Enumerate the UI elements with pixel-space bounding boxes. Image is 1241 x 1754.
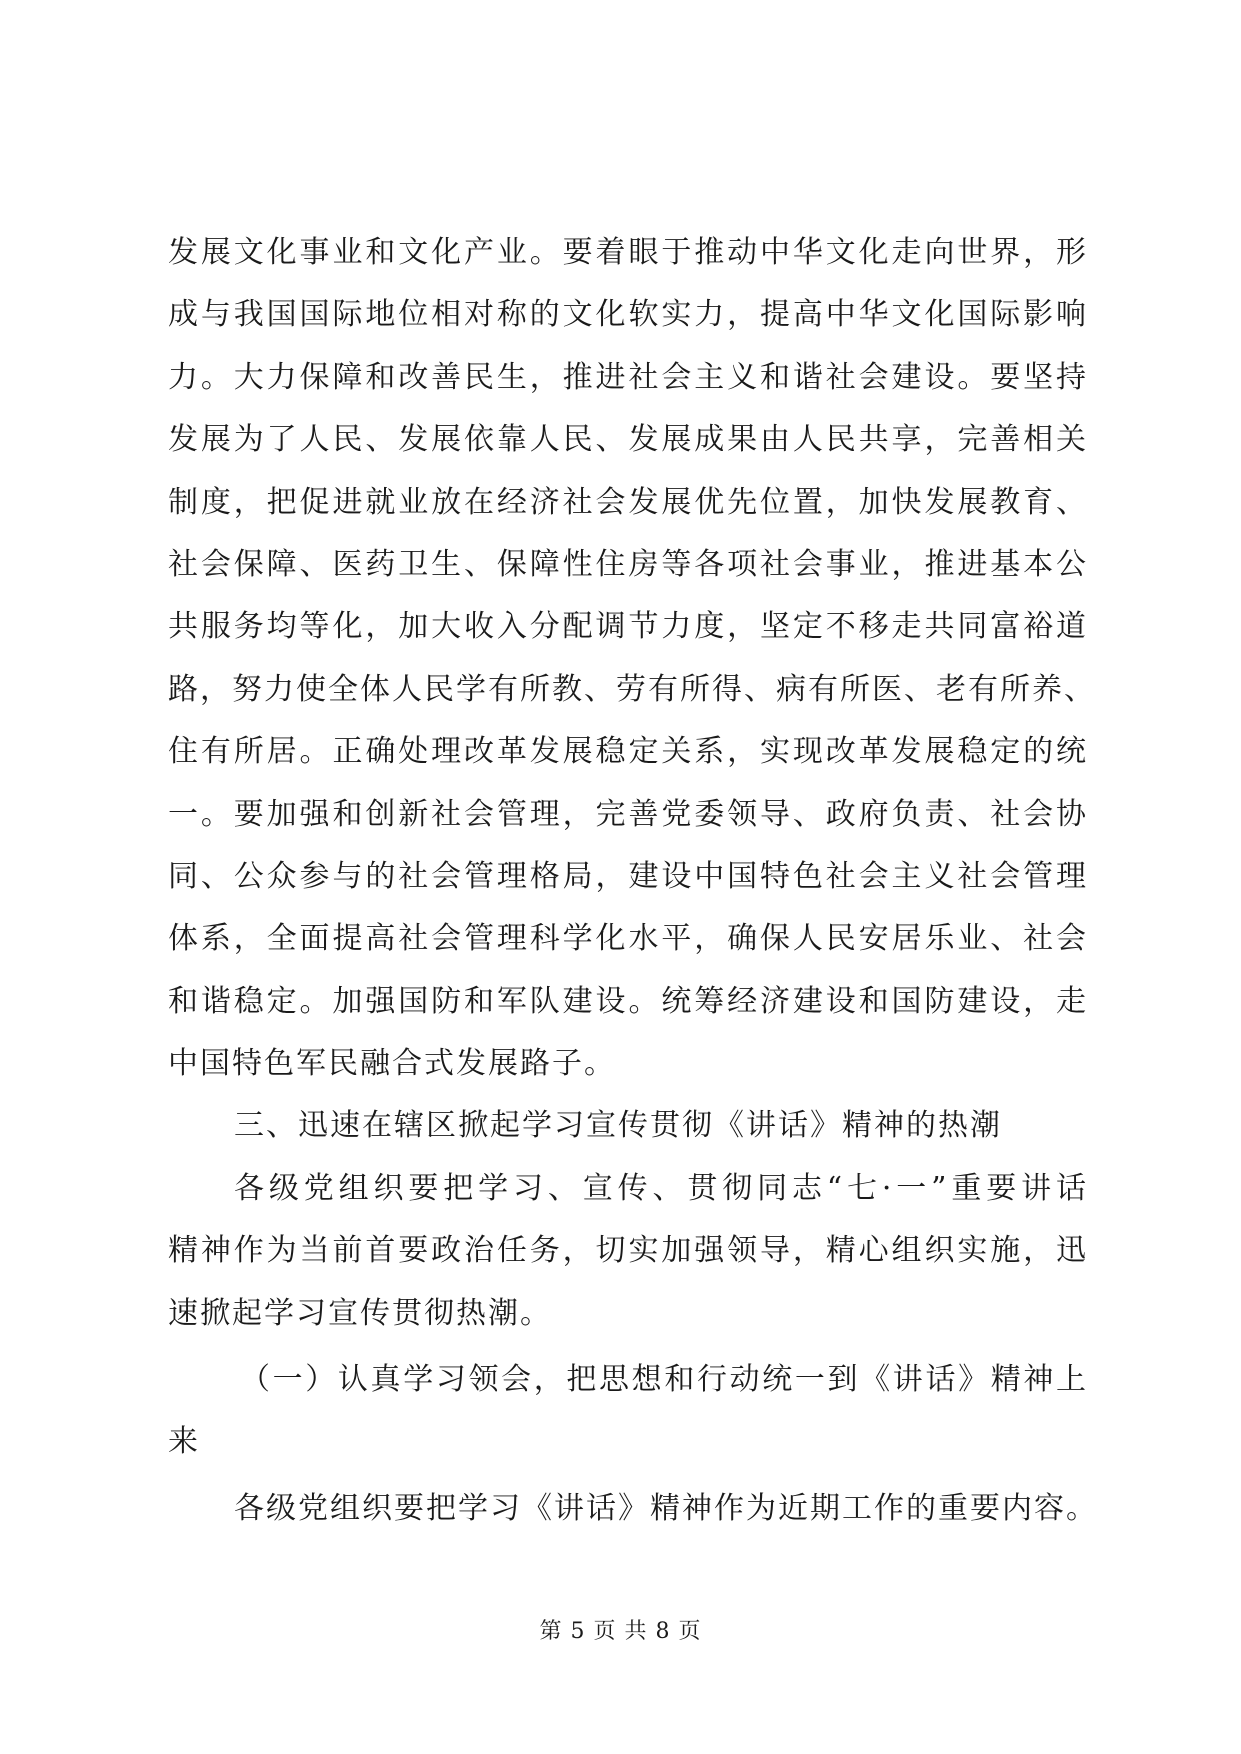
text-line: 同、公众参与的社会管理格局，建设中国特色社会主义社会管理	[168, 858, 1088, 894]
subsection-heading: （一）认真学习领会，把思想和行动统一到《讲话》精神上	[240, 1362, 1088, 1398]
text-line: 路，努力使全体人民学有所教、劳有所得、病有所医、老有所养、	[168, 671, 1096, 707]
text-line: 社会保障、医药卫生、保障性住房等各项社会事业，推进基本公	[168, 546, 1088, 582]
text-line: 中国特色军民融合式发展路子。	[168, 1046, 616, 1082]
document-body	[168, 222, 1098, 1540]
text-line: 和谐稳定。加强国防和军队建设。统筹经济建设和国防建设，走	[168, 983, 1088, 1019]
text-line: 精神作为当前首要政治任务，切实加强领导，精心组织实施，迅	[168, 1233, 1088, 1269]
text-line: 力。大力保障和改善民生，推进社会主义和谐社会建设。要坚持	[168, 359, 1088, 395]
text-line: 一。要加强和创新社会管理，完善党委领导、政府负责、社会协	[168, 796, 1088, 832]
text-line: 速掀起学习宣传贯彻热潮。	[168, 1295, 552, 1331]
page-number-footer: 第 5 页 共 8 页	[539, 1619, 702, 1644]
section-heading: 三、迅速在辖区掀起学习宣传贯彻《讲话》精神的热潮	[234, 1108, 1002, 1144]
text-line: 共服务均等化，加大收入分配调节力度，坚定不移走共同富裕道	[168, 609, 1088, 645]
subsection-heading-continued: 来	[168, 1424, 200, 1460]
text-line: 各级党组织要把学习《讲话》精神作为近期工作的重要内容。	[234, 1490, 1098, 1526]
text-line: 发展文化事业和文化产业。要着眼于推动中华文化走向世界，形	[168, 235, 1088, 270]
text-line: 发展为了人民、发展依靠人民、发展成果由人民共享，完善相关	[168, 422, 1088, 458]
text-line: 体系，全面提高社会管理科学化水平，确保人民安居乐业、社会	[168, 921, 1088, 957]
text-line: 制度，把促进就业放在经济社会发展优先位置，加快发展教育、	[168, 484, 1088, 520]
text-line: 各级党组织要把学习、宣传、贯彻同志“七·一”重要讲话	[234, 1170, 1088, 1206]
text-line: 成与我国国际地位相对称的文化软实力，提高中华文化国际影响	[168, 297, 1088, 333]
text-line: 住有所居。正确处理改革发展稳定关系，实现改革发展稳定的统	[168, 734, 1088, 770]
